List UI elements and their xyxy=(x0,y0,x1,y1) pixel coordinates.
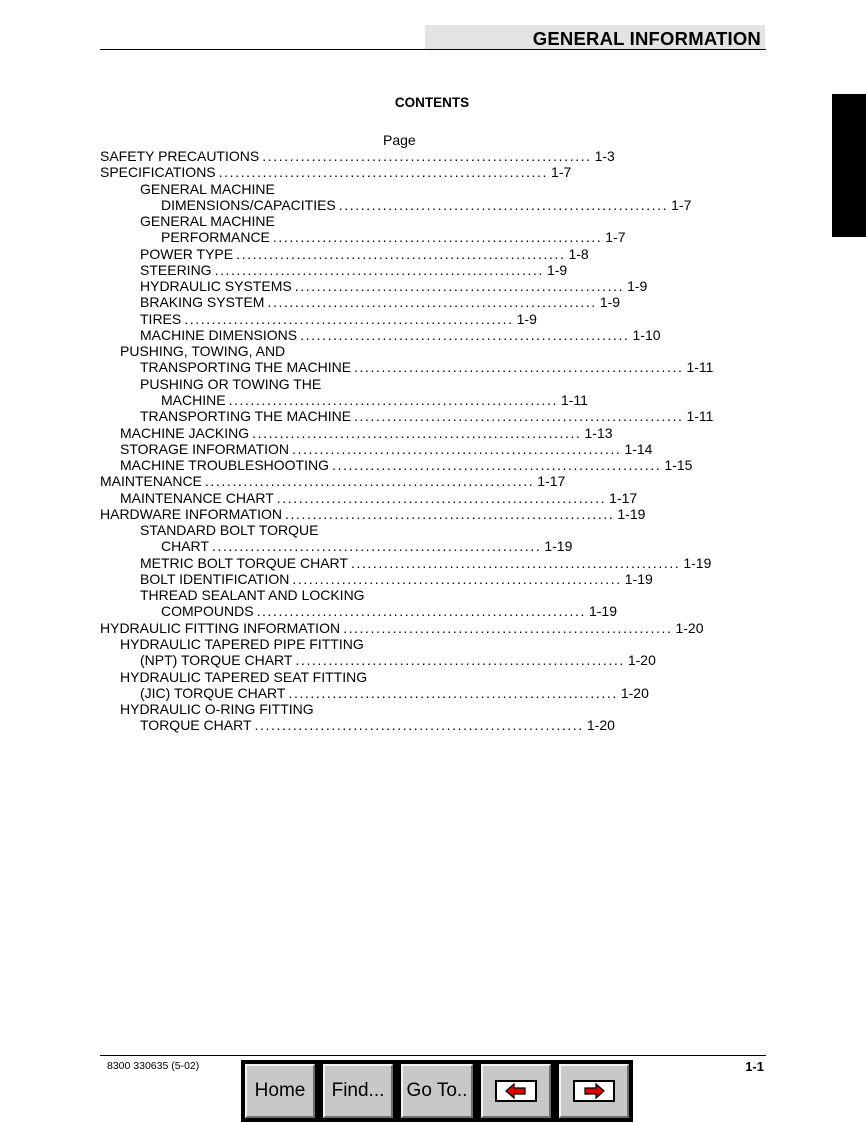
toc-entry-label: PERFORMANCE xyxy=(161,229,270,246)
home-button-label: Home xyxy=(254,1080,306,1101)
toc-entry-label: BRAKING SYSTEM xyxy=(140,294,265,311)
right-arrow-icon xyxy=(573,1080,615,1102)
toc-entry[interactable] xyxy=(100,164,572,181)
page-column-header: Page xyxy=(383,132,416,148)
toc-entry-label: HYDRAULIC O-RING FITTING xyxy=(120,701,314,718)
toc-entry-page: 1-7 xyxy=(551,164,572,181)
toc-entry-label: PUSHING OR TOWING THE xyxy=(140,375,322,392)
toc-entry[interactable] xyxy=(100,440,653,457)
toc-leader-dots: ............................................................ xyxy=(254,717,584,734)
toc-entry[interactable] xyxy=(100,587,397,603)
toc-leader-dots: ............................................................ xyxy=(288,684,618,701)
toc-leader-dots: ............................................................ xyxy=(354,408,684,425)
toc-entry[interactable] xyxy=(100,181,397,197)
toc-entry-page: 1-8 xyxy=(568,245,589,262)
toc-entry[interactable] xyxy=(100,684,649,701)
toc-entry-label: MACHINE xyxy=(161,391,226,408)
toc-entry-page: 1-20 xyxy=(675,619,704,636)
toc-entry-page: 1-9 xyxy=(627,278,648,295)
toc-entry[interactable] xyxy=(100,652,656,669)
toc-entry-page: 1-11 xyxy=(686,359,714,376)
toc-entry-label: MACHINE DIMENSIONS xyxy=(140,326,298,343)
toc-entry-page: 1-13 xyxy=(584,424,613,441)
toc-entry[interactable] xyxy=(100,505,646,522)
toc-entry[interactable] xyxy=(100,310,537,327)
toc-entry-page: 1-9 xyxy=(516,310,537,327)
toc-entry-page: 1-20 xyxy=(586,717,615,734)
toc-leader-dots: ............................................................ xyxy=(292,440,622,457)
toc-leader-dots: ............................................................ xyxy=(236,245,566,262)
toc-entry[interactable] xyxy=(100,408,714,425)
toc-entry-label: TORQUE CHART xyxy=(140,717,252,734)
toc-entry-label: MACHINE JACKING xyxy=(120,424,250,441)
toc-entry[interactable] xyxy=(100,570,653,587)
toc-entry-label: COMPOUNDS xyxy=(161,603,254,620)
toc-entry[interactable] xyxy=(100,261,568,278)
left-arrow-icon xyxy=(495,1080,537,1102)
toc-entry[interactable] xyxy=(100,245,589,262)
toc-entry-page: 1-20 xyxy=(620,684,649,701)
toc-leader-dots: ............................................................ xyxy=(332,457,662,474)
goto-button-label: Go To.. xyxy=(406,1080,468,1101)
toc-entry-page: 1-17 xyxy=(609,489,638,506)
next-page-button[interactable] xyxy=(555,1060,633,1122)
toc-leader-dots: ............................................................ xyxy=(338,196,669,213)
toc-leader-dots: ............................................................ xyxy=(211,538,542,555)
toc-entry-label: MAINTENANCE CHART xyxy=(120,489,274,506)
toc-leader-dots: ............................................................ xyxy=(354,359,684,376)
toc-entry[interactable] xyxy=(100,619,704,636)
document-number: 8300 330635 (5-02) xyxy=(107,1060,200,1072)
toc-entry[interactable] xyxy=(100,229,626,246)
toc-leader-dots: ............................................................ xyxy=(294,278,625,295)
toc-entry[interactable] xyxy=(100,294,621,311)
find-button[interactable] xyxy=(319,1060,397,1122)
toc-entry-label: HYDRAULIC SYSTEMS xyxy=(140,278,292,295)
toc-entry[interactable] xyxy=(100,196,692,213)
toc-entry-label: HARDWARE INFORMATION xyxy=(100,505,282,522)
toc-entry-page: 1-15 xyxy=(664,457,693,474)
toc-entry[interactable] xyxy=(100,213,397,229)
toc-leader-dots: ............................................................ xyxy=(267,294,597,311)
toc-leader-dots: ............................................................ xyxy=(252,424,582,441)
toc-entry-page: 1-7 xyxy=(671,196,692,213)
toc-entry-label: DIMENSIONS/CAPACITIES xyxy=(161,196,336,213)
toc-leader-dots: ............................................................ xyxy=(300,326,630,343)
toc-entry-page: 1-19 xyxy=(544,538,573,555)
toc-leader-dots: ............................................................ xyxy=(204,473,535,490)
toc-entry[interactable] xyxy=(100,669,397,685)
toc-entry-page: 1-11 xyxy=(686,408,714,425)
toc-entry-page: 1-7 xyxy=(605,229,626,246)
toc-entry[interactable] xyxy=(100,326,661,343)
toc-leader-dots: ............................................................ xyxy=(276,489,607,506)
toc-leader-dots: ............................................................ xyxy=(184,310,514,327)
toc-entry-label: STORAGE INFORMATION xyxy=(120,440,290,457)
toc-entry-label: TRANSPORTING THE MACHINE xyxy=(140,408,352,425)
toc-entry[interactable] xyxy=(100,343,397,359)
toc-leader-dots: ............................................................ xyxy=(285,505,615,522)
toc-entry-page: 1-19 xyxy=(588,603,617,620)
toc-leader-dots: ............................................................ xyxy=(343,619,673,636)
toc-leader-dots: ............................................................ xyxy=(256,603,586,620)
page-number: 1-1 xyxy=(745,1059,764,1074)
home-button[interactable] xyxy=(241,1060,319,1122)
toc-entry-label: (NPT) TORQUE CHART xyxy=(140,652,293,669)
toc-entry[interactable] xyxy=(100,391,588,408)
toc-entry-label: BOLT IDENTIFICATION xyxy=(140,570,290,587)
toc-entry[interactable] xyxy=(100,522,397,538)
toc-entry-label: THREAD SEALANT AND LOCKING xyxy=(140,587,365,604)
toc-entry[interactable] xyxy=(100,376,397,392)
toc-leader-dots: ............................................................ xyxy=(272,229,603,246)
toc-entry-page: 1-20 xyxy=(627,652,656,669)
toc-entry[interactable] xyxy=(100,603,617,620)
toc-entry-page: 1-14 xyxy=(624,440,653,457)
toc-entry[interactable] xyxy=(100,148,615,164)
toc-entry-page: 1-19 xyxy=(683,554,712,571)
toc-entry-label: STEERING xyxy=(140,261,212,278)
section-title: GENERAL INFORMATION xyxy=(532,28,761,49)
toc-entry[interactable] xyxy=(100,359,714,376)
toc-entry-page: 1-11 xyxy=(560,391,588,408)
toc-entry[interactable] xyxy=(100,717,615,734)
toc-entry-label: TIRES xyxy=(140,310,182,327)
toc-leader-dots: ............................................................ xyxy=(350,554,681,571)
toc-entry-label: PUSHING, TOWING, AND xyxy=(120,343,286,360)
toc-entry[interactable] xyxy=(100,701,397,717)
toc-entry[interactable] xyxy=(100,278,648,295)
toc-entry[interactable] xyxy=(100,538,573,555)
toc-leader-dots: ............................................................ xyxy=(214,261,544,278)
section-thumb-tab xyxy=(832,94,866,237)
toc-leader-dots: ............................................................ xyxy=(218,164,549,181)
toc-leader-dots: ............................................................ xyxy=(292,570,622,587)
toc-entry-label: POWER TYPE xyxy=(140,245,234,262)
contents-title: CONTENTS xyxy=(394,95,470,110)
toc-entry[interactable] xyxy=(100,636,397,652)
toc-entry-label: SAFETY PRECAUTIONS xyxy=(100,148,260,164)
toc-entry-page: 1-9 xyxy=(599,294,621,311)
find-button-label: Find... xyxy=(331,1080,385,1101)
toc-entry[interactable] xyxy=(100,424,613,441)
previous-page-button[interactable] xyxy=(477,1060,555,1122)
goto-button[interactable] xyxy=(397,1060,477,1122)
toc-entry-page: 1-19 xyxy=(617,505,646,522)
toc-entry[interactable] xyxy=(100,457,693,474)
toc-entry-page: 1-17 xyxy=(537,473,566,490)
toc-entry-label: HYDRAULIC TAPERED SEAT FITTING xyxy=(120,668,368,685)
toc-entry-label: HYDRAULIC FITTING INFORMATION xyxy=(100,619,341,636)
toc-entry-label: METRIC BOLT TORQUE CHART xyxy=(140,554,348,571)
header-rule xyxy=(100,49,766,50)
toc-leader-dots: ............................................................ xyxy=(228,391,558,408)
footer-rule xyxy=(100,1055,766,1056)
table-of-contents xyxy=(100,148,714,734)
toc-entry[interactable] xyxy=(100,554,712,571)
toc-entry-page: 1-3 xyxy=(594,148,615,164)
toc-entry-label: (JIC) TORQUE CHART xyxy=(140,684,286,701)
toc-entry-label: STANDARD BOLT TORQUE xyxy=(140,522,319,539)
toc-entry-page: 1-9 xyxy=(546,261,568,278)
toc-leader-dots: ............................................................ xyxy=(295,652,625,669)
toc-entry[interactable] xyxy=(100,489,638,506)
toc-entry-page: 1-10 xyxy=(632,326,661,343)
toc-entry[interactable] xyxy=(100,473,566,490)
toc-entry-label: GENERAL MACHINE xyxy=(140,180,275,197)
toc-entry-label: CHART xyxy=(161,538,209,555)
toc-entry-label: HYDRAULIC TAPERED PIPE FITTING xyxy=(120,635,364,652)
toc-entry-label: GENERAL MACHINE xyxy=(140,213,275,230)
toc-entry-label: SPECIFICATIONS xyxy=(100,164,216,181)
toc-entry-page: 1-19 xyxy=(624,570,653,587)
toc-entry-label: MAINTENANCE xyxy=(100,473,202,490)
toc-leader-dots: ............................................................ xyxy=(262,148,592,164)
toc-entry-label: TRANSPORTING THE MACHINE xyxy=(140,359,352,376)
toc-entry-label: MACHINE TROUBLESHOOTING xyxy=(120,457,329,474)
